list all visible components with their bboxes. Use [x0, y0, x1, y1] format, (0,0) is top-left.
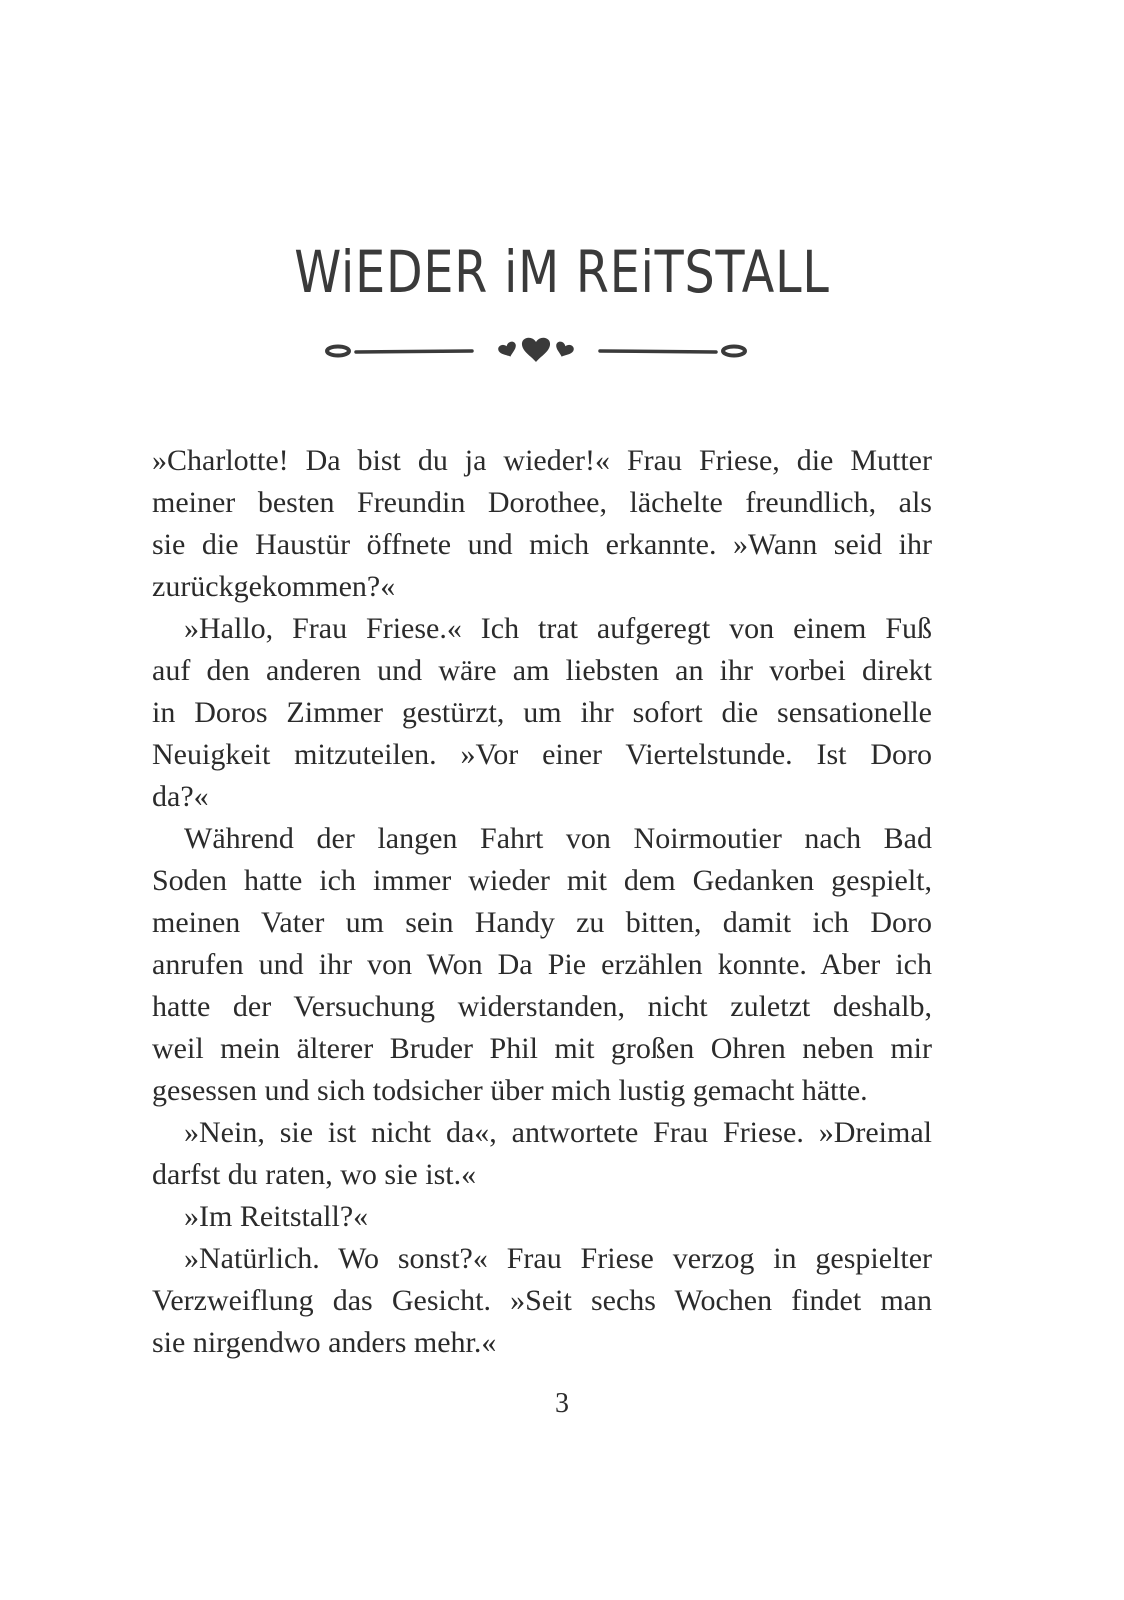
right-rule-line — [600, 351, 716, 352]
page-number: 3 — [555, 1388, 569, 1419]
paragraph — [152, 1196, 932, 1238]
text-line: gesessen und sich todsicher über mich lustig gemacht hätte. — [152, 1074, 868, 1107]
left-rule-line — [356, 351, 472, 352]
text-line: da?« — [152, 780, 209, 813]
paragraph — [152, 818, 932, 1112]
text-line: »Charlotte! Da bist du ja wieder!« Frau Friese, die Mutter — [152, 444, 932, 477]
text-line: sie die Haustür öffnete und mich erkannte. »Wann seid ihr — [152, 528, 932, 561]
left-oval-mark — [327, 347, 349, 356]
text-line: weil mein älterer Bruder Phil mit großen Ohren neben mir — [152, 1032, 932, 1065]
text-line: hatte der Versuchung widerstanden, nicht zuletzt deshalb, — [152, 990, 932, 1023]
text-line: meinen Vater um sein Handy zu bitten, damit ich Doro — [152, 906, 932, 939]
text-line: »Hallo, Frau Friese.« Ich trat aufgeregt von einem Fuß — [184, 612, 932, 645]
chapter-body-text — [152, 440, 932, 1364]
right-oval-mark — [723, 347, 745, 356]
text-line: darfst du raten, wo sie ist.« — [152, 1158, 477, 1191]
text-line: Verzweiflung das Gesicht. »Seit sechs Wochen findet man — [152, 1284, 932, 1317]
text-line: anrufen und ihr von Won Da Pie erzählen konnte. Aber ich — [152, 948, 932, 981]
paragraph — [152, 1238, 932, 1364]
paragraph — [152, 440, 932, 608]
text-line: Neuigkeit mitzuteilen. »Vor einer Viertelstunde. Ist Doro — [152, 738, 932, 771]
paragraph — [152, 1112, 932, 1196]
text-line: »Natürlich. Wo sonst?« Frau Friese verzog in gespielter — [184, 1242, 932, 1275]
chapter-title: WiEDER iM REiTSTALL — [294, 238, 830, 306]
text-line: auf den anderen und wäre am liebsten an ihr vorbei direkt — [152, 654, 932, 687]
text-line: in Doros Zimmer gestürzt, um ihr sofort die sensationelle — [152, 696, 932, 729]
big-heart-center-icon — [522, 338, 550, 362]
text-line: Während der langen Fahrt von Noirmoutier nach Bad — [184, 822, 932, 855]
text-line: meiner besten Freundin Dorothee, lächelte freundlich, als — [152, 486, 932, 519]
paragraph — [152, 608, 932, 818]
text-line: Soden hatte ich immer wieder mit dem Gedanken gespielt, — [152, 864, 932, 897]
text-line: »Im Reitstall?« — [184, 1200, 369, 1233]
small-heart-left-icon — [497, 340, 519, 359]
text-line: »Nein, sie ist nicht da«, antwortete Frau Friese. »Dreimal — [184, 1116, 932, 1149]
text-line: zurückgekommen?« — [152, 570, 396, 603]
text-line: sie nirgendwo anders mehr.« — [152, 1326, 497, 1359]
small-heart-right-icon — [553, 340, 575, 359]
heart-divider-ornament-icon — [322, 330, 762, 366]
